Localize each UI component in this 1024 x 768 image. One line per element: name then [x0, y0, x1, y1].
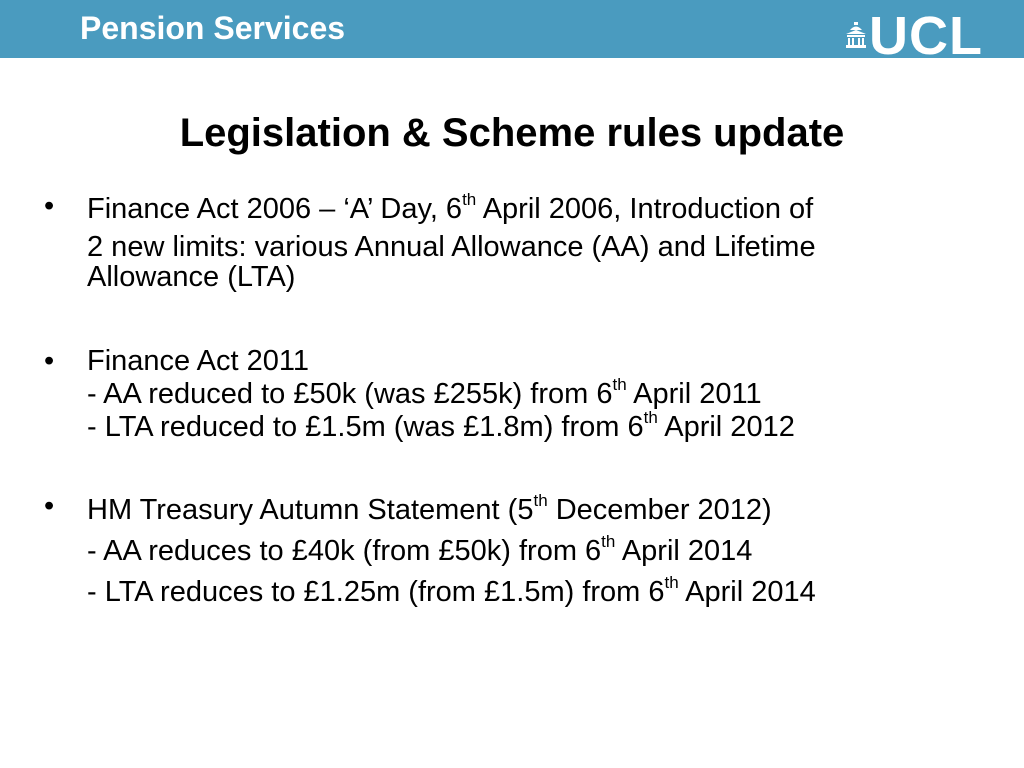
line-text: HM Treasury Autumn Statement (5	[87, 494, 534, 526]
line-text: - LTA reduces to £1.25m (from £1.5m) from 6	[87, 576, 665, 608]
bullet-marker: •	[44, 190, 55, 222]
superscript: th	[643, 408, 658, 428]
logo-text: UCL	[869, 14, 983, 58]
bullet-line	[87, 490, 984, 531]
line-text: Finance Act 2006 – ‘A’ Day, 6	[87, 193, 463, 225]
line-text: 2 new limits: various Annual Allowance (AA) and Lifetime	[87, 231, 816, 263]
bullet-body	[87, 345, 984, 444]
bullet-body	[87, 190, 984, 292]
bullet-line	[87, 345, 984, 378]
line-text: April 2006, Introduction of	[476, 193, 814, 225]
bullet-body	[87, 490, 984, 613]
header-bar	[0, 0, 1024, 58]
line-text: Finance Act 2011	[87, 345, 309, 377]
bullet-line	[87, 572, 984, 613]
bullet-line	[87, 531, 984, 572]
line-text: April 2011	[626, 378, 762, 410]
superscript: th	[612, 375, 627, 395]
line-text: - LTA reduced to £1.5m (was £1.8m) from 6	[87, 411, 644, 443]
line-text: December 2012)	[547, 494, 772, 526]
bullet-marker: •	[44, 490, 55, 522]
superscript: th	[533, 491, 548, 511]
superscript: th	[462, 190, 477, 210]
slide-title: Legislation & Scheme rules update	[179, 111, 845, 155]
line-text: April 2012	[657, 411, 795, 443]
line-text: Allowance (LTA)	[87, 261, 296, 293]
bullet-line	[87, 262, 984, 292]
bullet-line	[87, 408, 984, 444]
bullet-line	[87, 375, 984, 411]
portico-icon	[845, 22, 867, 48]
ucl-logo	[845, 14, 995, 58]
header-title: Pension Services	[80, 10, 346, 46]
bullet-marker: •	[44, 345, 55, 377]
superscript: th	[601, 532, 616, 552]
line-text: - AA reduced to £50k (was £255k) from 6	[87, 378, 613, 410]
line-text: April 2014	[678, 576, 816, 608]
superscript: th	[664, 573, 679, 593]
bullet-line	[87, 190, 984, 228]
line-text: April 2014	[615, 535, 753, 567]
line-text: - AA reduces to £40k (from £50k) from 6	[87, 535, 602, 567]
